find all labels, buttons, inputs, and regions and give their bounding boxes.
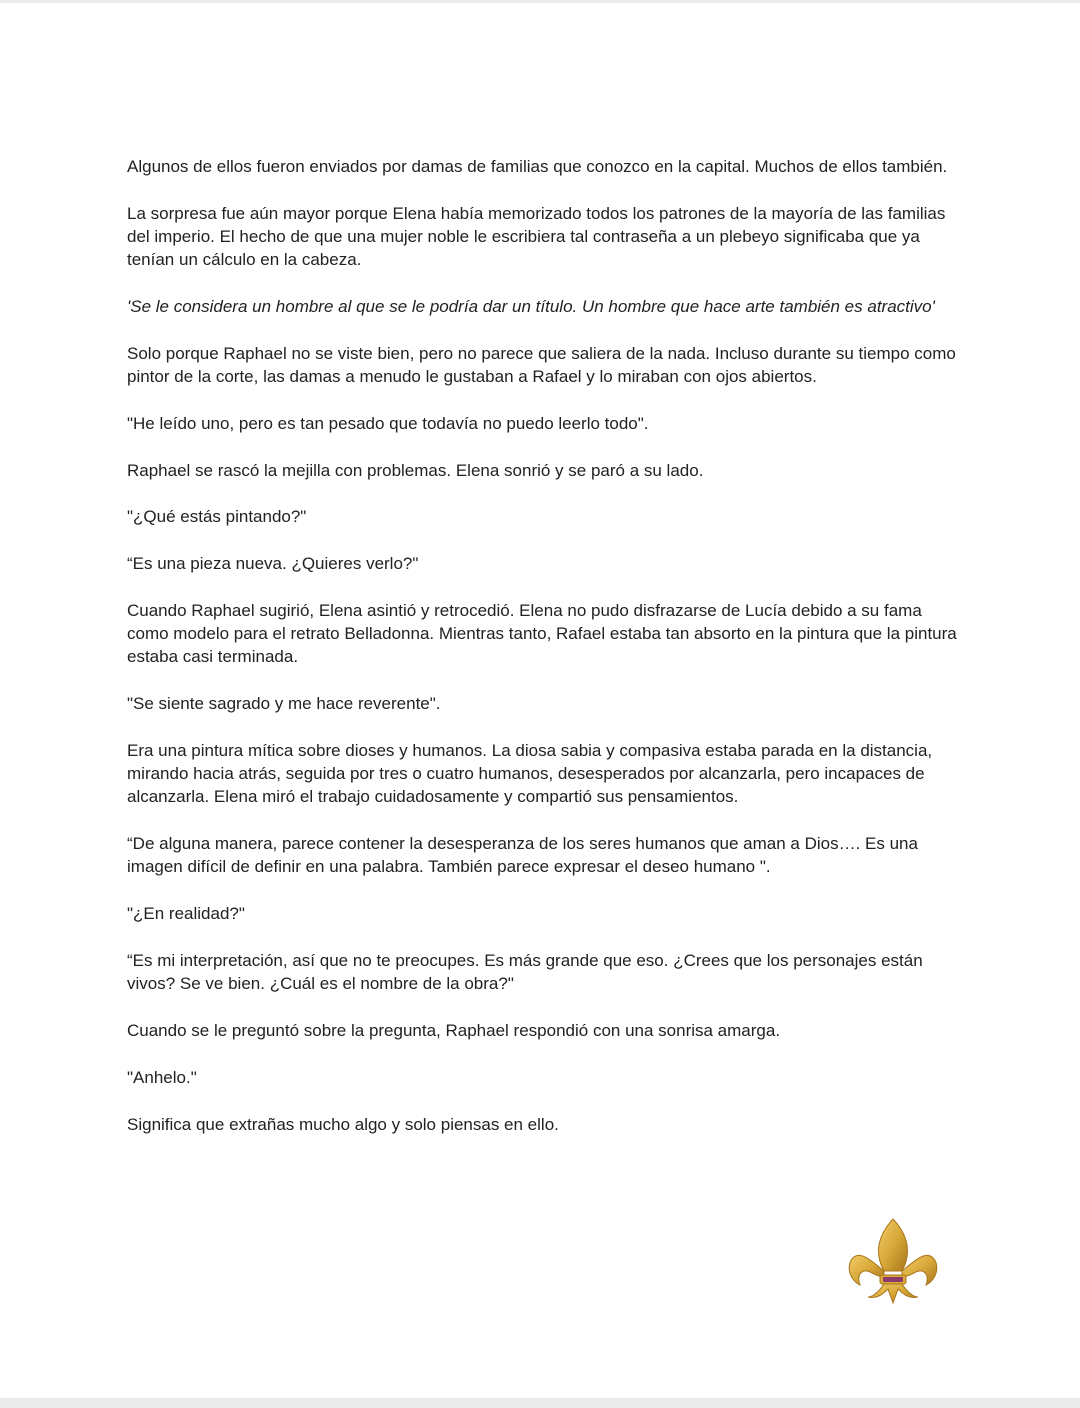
paragraph-6: Raphael se rascó la mejilla con problemas. Elena sonrió y se paró a su lado. — [127, 460, 704, 480]
paragraph-16: "Anhelo." — [127, 1067, 197, 1087]
paragraph-5: "He leído uno, pero es tan pesado que todavía no puedo leerlo todo". — [127, 413, 649, 433]
paragraph-17: Significa que extrañas mucho algo y solo piensas en ello. — [127, 1114, 559, 1134]
paragraph-10: "Se siente sagrado y me hace reverente". — [127, 694, 441, 714]
paragraph-14: “Es mi interpretación, así que no te preocupes. Es más grande que eso. ¿Crees que los personajes están vivos? Se ve bien. ¿Cuál es el nombre de la obra?" — [127, 950, 928, 994]
paragraph-8: “Es una pieza nueva. ¿Quieres verlo?" — [127, 554, 419, 574]
watermark-logo — [838, 1213, 948, 1333]
paragraph-2: La sorpresa fue aún mayor porque Elena había memorizado todos los patrones de la mayoría de las familias del imperio. El hecho de que una mujer noble le escribiera tal contraseña a un plebeyo significaba que ya tenían un cálculo en la cabeza. — [127, 203, 951, 270]
paragraph-4: Solo porque Raphael no se viste bien, pero no parece que saliera de la nada. Incluso durante su tiempo como pintor de la corte, las damas a menudo le gustaban a Rafael y lo miraban con ojos abiertos. — [127, 343, 961, 386]
paragraph-11: Era una pintura mítica sobre dioses y humanos. La diosa sabia y compasiva estaba parada en la distancia, mirando hacia atrás, seguida por tres o cuatro humanos, desesperados por alcanzarla, pero incapaces de alcanzarla. Elena miró el trabajo cuidadosamente y compartió sus pensamientos. — [127, 740, 937, 807]
paragraph-15: Cuando se le preguntó sobre la pregunta, Raphael respondió con una sonrisa amarga. — [127, 1020, 781, 1040]
paragraph-7: "¿Qué estás pintando?" — [127, 507, 307, 527]
fleur-de-lis-icon — [838, 1213, 948, 1333]
paragraph-3: 'Se le considera un hombre al que se le podría dar un título. Un hombre que hace arte también es atractivo' — [127, 297, 935, 316]
paragraph-9: Cuando Raphael sugirió, Elena asintió y retrocedió. Elena no pudo disfrazarse de Lucía debido a su fama como modelo para el retrato Belladonna. Mientras tanto, Rafael estaba tan absorto en la pintura que la pintura estaba casi terminada. — [127, 600, 962, 667]
document-body — [127, 155, 962, 1159]
document-page — [0, 3, 1080, 1398]
paragraph-13: "¿En realidad?" — [127, 904, 245, 924]
paragraph-1: Algunos de ellos fueron enviados por damas de familias que conozco en la capital. Muchos de ellos también. — [127, 157, 948, 176]
paragraph-12: “De alguna manera, parece contener la desesperanza de los seres humanos que aman a Dios…. Es una imagen difícil de definir en una palabra. También parece expresar el deseo humano ". — [127, 834, 923, 877]
